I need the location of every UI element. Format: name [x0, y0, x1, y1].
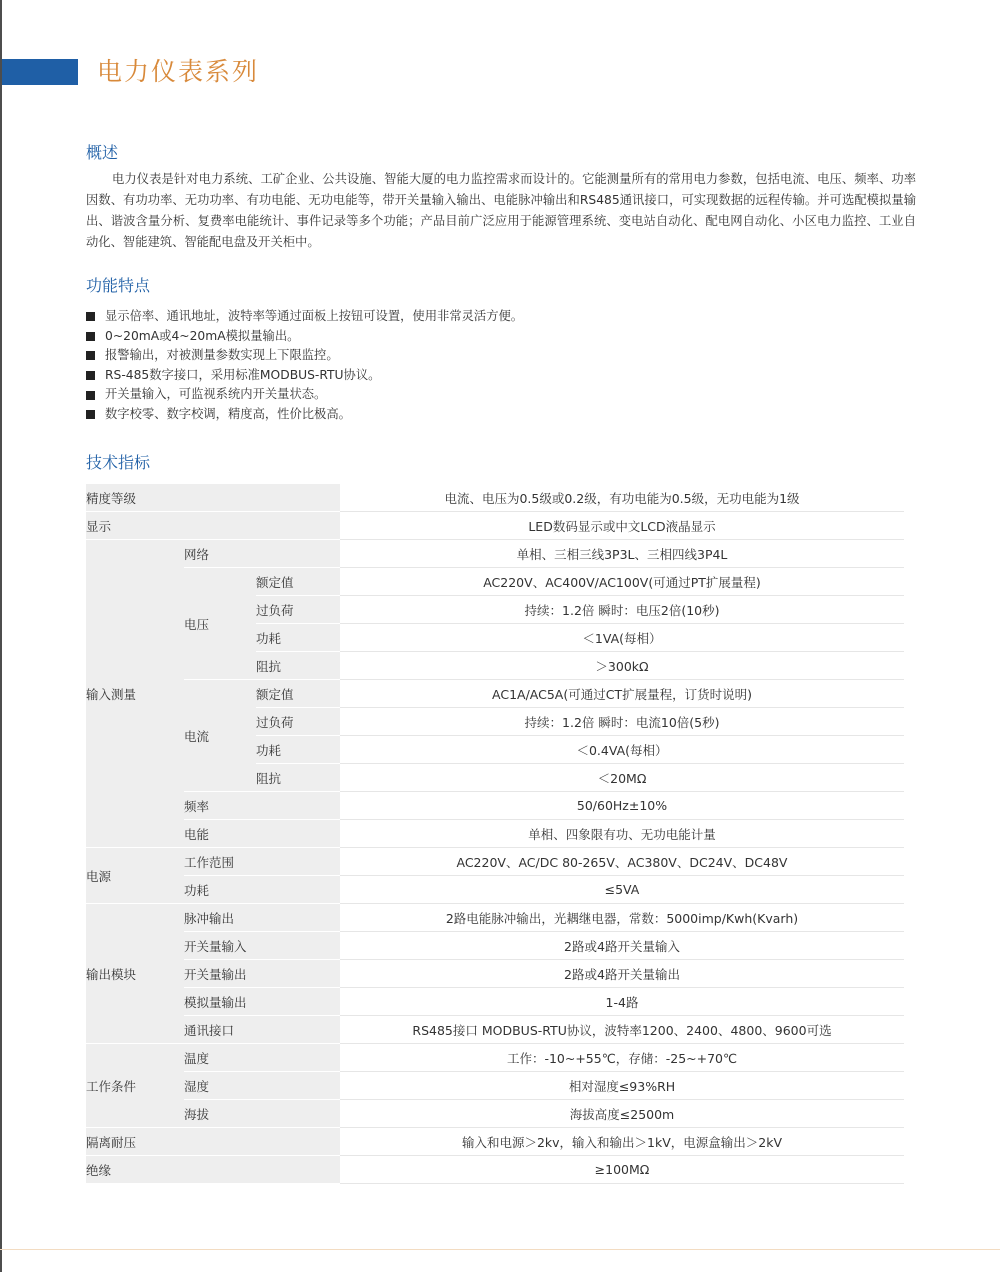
- table-row: [86, 540, 904, 568]
- row-value: ＜20MΩ: [340, 764, 904, 792]
- square-bullet-icon: [86, 371, 95, 380]
- table-row: [86, 1128, 904, 1156]
- row-value: ≤5VA: [340, 876, 904, 904]
- group-label-voltage: 电压: [184, 568, 256, 680]
- table-row: [86, 932, 904, 960]
- row-label: 隔离耐压: [86, 1128, 340, 1156]
- list-item: [86, 366, 523, 386]
- table-row: [86, 1016, 904, 1044]
- specs-heading: 技术指标: [86, 453, 151, 472]
- square-bullet-icon: [86, 410, 95, 419]
- row-label: 频率: [184, 792, 340, 820]
- row-label: 海拔: [184, 1100, 340, 1128]
- row-label: 功耗: [256, 736, 340, 764]
- row-label: 额定值: [256, 568, 340, 596]
- row-value: AC1A/AC5A(可通过CT扩展量程，订货时说明): [340, 680, 904, 708]
- row-label: 湿度: [184, 1072, 340, 1100]
- feature-text: 0~20mA或4~20mA模拟量输出。: [105, 328, 300, 343]
- table-row: [86, 512, 904, 540]
- table-row: [86, 820, 904, 848]
- row-value: AC220V、AC400V/AC100V(可通过PT扩展量程): [340, 568, 904, 596]
- row-value: ＞300kΩ: [340, 652, 904, 680]
- table-row: [86, 876, 904, 904]
- title-accent-bar: [2, 59, 78, 85]
- table-row: [86, 848, 904, 876]
- feature-text: RS-485数字接口，采用标准MODBUS-RTU协议。: [105, 367, 381, 382]
- row-value: ＜1VA(每相）: [340, 624, 904, 652]
- table-row: [86, 960, 904, 988]
- row-value: AC220V、AC/DC 80-265V、AC380V、DC24V、DC48V: [340, 848, 904, 876]
- list-item: [86, 346, 523, 366]
- list-item: [86, 307, 523, 327]
- row-value: RS485接口 MODBUS-RTU协议，波特率1200、2400、4800、9600可选: [340, 1016, 904, 1044]
- features-list: [86, 307, 523, 425]
- row-value: 2路或4路开关量输出: [340, 960, 904, 988]
- row-label: 功耗: [184, 876, 340, 904]
- left-edge-rule: [0, 0, 2, 1272]
- row-label: 模拟量输出: [184, 988, 340, 1016]
- row-label: 阻抗: [256, 764, 340, 792]
- row-value: 工作：-10~+55℃，存储：-25~+70℃: [340, 1044, 904, 1072]
- row-value: 持续：1.2倍 瞬时：电流10倍(5秒): [340, 708, 904, 736]
- row-label: 网络: [184, 540, 340, 568]
- row-value: 1-4路: [340, 988, 904, 1016]
- row-value: 单相、四象限有功、无功电能计量: [340, 820, 904, 848]
- overview-text: 电力仪表是针对电力系统、工矿企业、公共设施、智能大厦的电力监控需求而设计的。它能测量所有的常用电力参数，包括电流、电压、频率、功率因数、有功功率、无功功率、有功电能、无功电能等，带开关量输入输出、电能脉冲输出和RS485通讯接口，可实现数据的远程传输。并可选配模拟量输出、谐波含量分析、复费率电能统计、事件记录等多个功能；产品目前广泛应用于能源管理系统、变电站自动化、配电网自动化、小区电力监控、工业自动化、智能建筑、智能配电盘及开关柜中。: [86, 172, 916, 249]
- row-label: 显示: [86, 512, 340, 540]
- list-item: [86, 327, 523, 347]
- table-row: [86, 484, 904, 512]
- feature-text: 报警输出，对被测量参数实现上下限监控。: [105, 348, 339, 363]
- row-value: ＜0.4VA(每相）: [340, 736, 904, 764]
- group-label-input: 输入测量: [86, 540, 184, 848]
- row-label: 功耗: [256, 624, 340, 652]
- row-label: 过负荷: [256, 596, 340, 624]
- row-value: 50/60Hz±10%: [340, 792, 904, 820]
- table-row: [86, 1044, 904, 1072]
- feature-text: 数字校零、数字校调，精度高，性价比极高。: [105, 406, 351, 421]
- row-label: 过负荷: [256, 708, 340, 736]
- list-item: [86, 405, 523, 425]
- feature-text: 显示倍率、通讯地址，波特率等通过面板上按钮可设置，使用非常灵活方便。: [105, 309, 524, 323]
- group-label-power-supply: 电源: [86, 848, 184, 904]
- row-value: 持续：1.2倍 瞬时：电压2倍(10秒): [340, 596, 904, 624]
- group-label-conditions: 工作条件: [86, 1044, 184, 1128]
- table-row: [86, 1072, 904, 1100]
- row-label: 精度等级: [86, 484, 340, 512]
- square-bullet-icon: [86, 312, 95, 321]
- table-row: [86, 568, 904, 596]
- row-value: LED数码显示或中文LCD液晶显示: [340, 512, 904, 540]
- row-label: 额定值: [256, 680, 340, 708]
- spec-table: [86, 484, 904, 1184]
- row-value: ≥100MΩ: [340, 1156, 904, 1184]
- row-label: 脉冲输出: [184, 904, 340, 932]
- table-row: [86, 1156, 904, 1184]
- list-item: [86, 385, 523, 405]
- row-value: 海拔高度≤2500m: [340, 1100, 904, 1128]
- row-label: 通讯接口: [184, 1016, 340, 1044]
- row-label: 绝缘: [86, 1156, 340, 1184]
- row-label: 温度: [184, 1044, 340, 1072]
- table-row: [86, 792, 904, 820]
- page-title: 电力仪表系列: [97, 57, 260, 86]
- row-value: 单相、三相三线3P3L、三相四线3P4L: [340, 540, 904, 568]
- group-label-current: 电流: [184, 680, 256, 792]
- table-row: [86, 904, 904, 932]
- table-row: [86, 1100, 904, 1128]
- footer-rule: [0, 1249, 1000, 1250]
- row-value: 2路电能脉冲输出，光耦继电器，常数：5000imp/Kwh(Kvarh): [340, 904, 904, 932]
- feature-text: 开关量输入，可监视系统内开关量状态。: [105, 387, 327, 402]
- row-label: 开关量输入: [184, 932, 340, 960]
- row-label: 开关量输出: [184, 960, 340, 988]
- row-value: 相对湿度≤93%RH: [340, 1072, 904, 1100]
- row-label: 电能: [184, 820, 340, 848]
- row-value: 输入和电源＞2kv，输入和输出＞1kV，电源盒输出＞2kV: [340, 1128, 904, 1156]
- overview-heading: 概述: [86, 143, 119, 162]
- row-label: 工作范围: [184, 848, 340, 876]
- row-value: 2路或4路开关量输入: [340, 932, 904, 960]
- features-heading: 功能特点: [86, 276, 151, 295]
- row-value: 电流、电压为0.5级或0.2级，有功电能为0.5级，无功电能为1级: [340, 484, 904, 512]
- table-row: [86, 680, 904, 708]
- group-label-output: 输出模块: [86, 904, 184, 1044]
- row-label: 阻抗: [256, 652, 340, 680]
- square-bullet-icon: [86, 351, 95, 360]
- square-bullet-icon: [86, 391, 95, 400]
- table-row: [86, 988, 904, 1016]
- square-bullet-icon: [86, 332, 95, 341]
